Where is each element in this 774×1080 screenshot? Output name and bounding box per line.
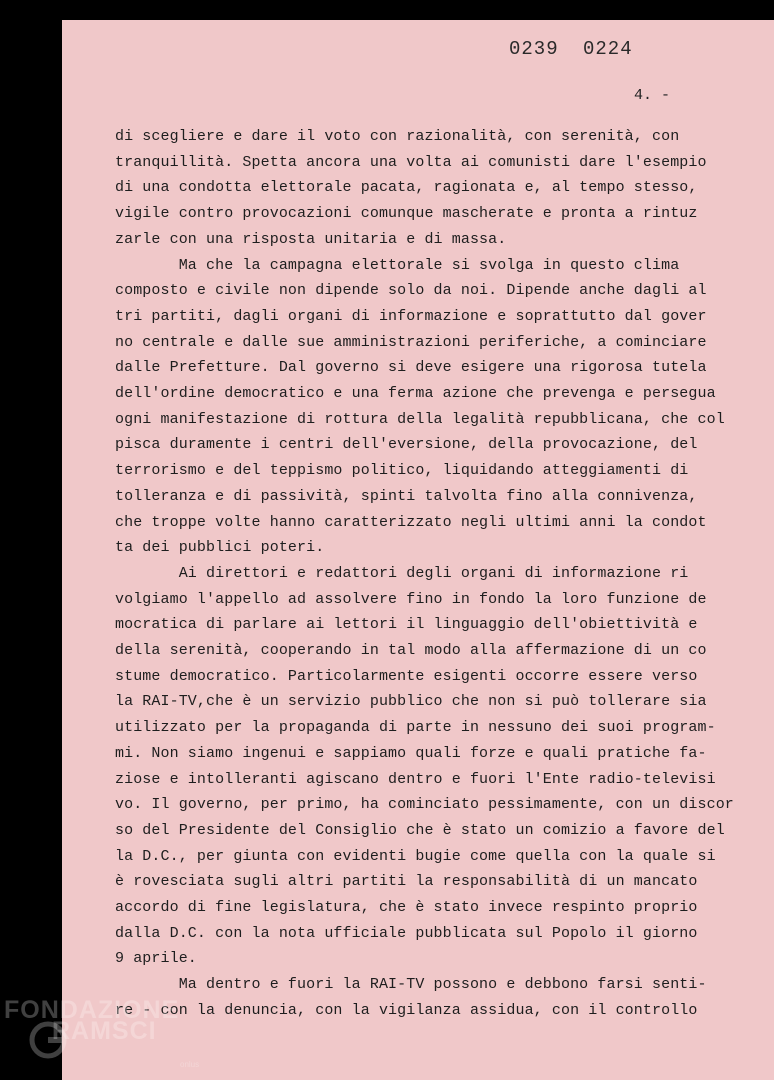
archive-stamp-right: 0224: [583, 38, 633, 60]
text-line: dell'ordine democratico e una ferma azione che prevenga e persegua: [115, 385, 716, 402]
text-line: utilizzato per la propaganda di parte in nessuno dei suoi program-: [115, 719, 716, 737]
text-line: mocratica di parlare ai lettori il linguaggio dell'obiettività e: [115, 616, 698, 634]
text-line: tolleranza e di passività, spinti talvolta fino alla connivenza,: [115, 487, 698, 505]
watermark-onlus: onlus: [180, 1060, 200, 1069]
text-line: Ai direttori e redattori degli organi di informazione ri: [115, 564, 689, 582]
watermark-gramsci: RAMSCI: [52, 1017, 157, 1045]
text-line: Ma che la campagna elettorale si svolga in questo clima: [115, 256, 680, 274]
text-line: la D.C., per giunta con evidenti bugie come quella con la quale si: [115, 847, 716, 865]
text-line: è rovesciata sugli altri partiti la responsabilità di un mancato: [115, 873, 698, 891]
text-line: accordo di fine legislatura, che è stato invece respinto proprio: [115, 899, 698, 916]
text-line: terrorismo e del teppismo politico, liquidando atteggiamenti di: [115, 462, 689, 480]
text-line: pisca duramente i centri dell'eversione, della provocazione, del: [115, 436, 698, 454]
watermark-fondazione: FONDAZIONE: [4, 996, 180, 1024]
text-line: stume democratico. Particolarmente esigenti occorre essere verso: [115, 667, 698, 685]
text-line: Ma dentro e fuori la RAI-TV possono e debbono farsi senti-: [115, 976, 707, 994]
text-line: volgiamo l'appello ad assolvere fino in fondo la loro funzione de: [115, 590, 707, 608]
text-line: tranquillità. Spetta ancora una volta ai comunisti dare l'esempio: [115, 153, 707, 171]
text-line: che troppe volte hanno caratterizzato negli ultimi anni la condot: [115, 513, 707, 531]
text-line: no centrale e dalle sue amministrazioni periferiche, a cominciare: [115, 333, 707, 351]
text-line: ta dei pubblici poteri.: [115, 539, 325, 557]
text-line: ziose e intolleranti agiscano dentro e fuori l'Ente radio-televisi: [115, 770, 716, 788]
text-line: di scegliere e dare il voto con razionalità, con serenità, con: [115, 128, 680, 145]
text-line: ogni manifestazione di rottura della legalità repubblicana, che col: [115, 410, 725, 428]
text-line: vigile contro provocazioni comunque mascherate e pronta a rintuz: [115, 205, 698, 223]
text-line: di una condotta elettorale pacata, ragionata e, al tempo stesso,: [115, 179, 698, 197]
text-line: della serenità, cooperando in tal modo alla affermazione di un co: [115, 642, 707, 659]
text-line: dalle Prefetture. Dal governo si deve esigere una rigorosa tutela: [115, 359, 707, 377]
text-line: vo. Il governo, per primo, ha cominciato pessimamente, con un discor: [115, 796, 734, 814]
text-line: la RAI-TV,che è un servizio pubblico che non si può tollerare sia: [115, 693, 707, 711]
page-number: 4. -: [634, 87, 671, 104]
text-line: dalla D.C. con la nota ufficiale pubblicata sul Popolo il giorno: [115, 924, 698, 942]
text-line: re - con la denuncia, con la vigilanza assidua, con il controllo: [115, 1001, 698, 1019]
text-line: mi. Non siamo ingenui e sappiamo quali forze e quali pratiche fa-: [115, 744, 707, 762]
text-line: so del Presidente del Consiglio che è stato un comizio a favore del: [115, 821, 725, 839]
text-line: 9 aprile.: [115, 950, 197, 968]
text-line: zarle con una risposta unitaria e di massa.: [115, 230, 507, 248]
text-line: composto e civile non dipende solo da noi. Dipende anche dagli al: [115, 282, 707, 300]
archive-stamp-left: 0239: [509, 38, 559, 60]
text-line: tri partiti, dagli organi di informazione e soprattutto dal gover: [115, 307, 707, 325]
